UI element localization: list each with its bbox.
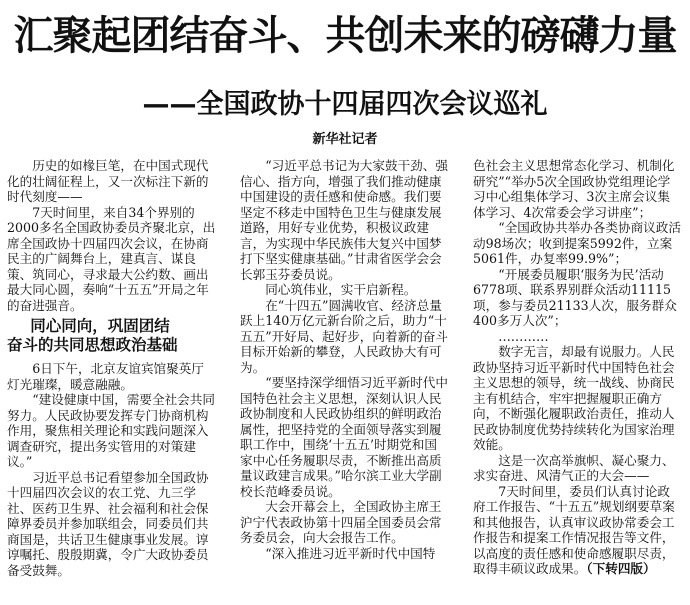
continued-notice: （下转四版） <box>586 561 656 576</box>
paragraph: 数字无言，却最有说服力。人民政协坚持习近平新时代中国特色社会主义思想的领导，统一战线、协商民主有机结合，牢牢把握履职正确方向，不断强化履职政治责任，推动人民政协制度优势持续转化为国家治理效能。 <box>473 344 675 452</box>
article-column-2 <box>240 158 449 561</box>
paragraph: “建设健康中国，需要全社会共同努力。人民政协要发挥专门协商机构作用，聚焦相关理论和实践问题深入调查研究，提出务实管用的对策建议。” <box>7 392 215 469</box>
paragraph: 历史的如椽巨笔，在中国式现代化的壮阔征程上，又一次标注下新的时代刻度—— <box>7 158 209 204</box>
paragraph: 同心筑伟业，实干启新程。 <box>265 282 417 297</box>
article-column-1 <box>7 158 216 578</box>
paragraph: “全国政协共举办各类协商议政活动98场次；收到提案5992件，立案5061件，办复率99.9%”； <box>473 220 681 266</box>
paragraph <box>473 484 682 577</box>
crosshead-line: 同心同向，巩固团结 <box>30 317 170 335</box>
paragraph: 习近平总书记看望参加全国政协十四届四次会议的农工党、九三学社、医药卫生界、社会福利和社会保障界委员并参加联组会，同委员们共商国是，共话卫生健康事业发展。谆谆嘱托、殷殷期冀，令广大政协委员备受鼓舞。 <box>7 469 209 578</box>
article-column-3 <box>473 158 682 577</box>
subheadline: ——全国政协十四届四次会议巡礼 <box>142 89 548 120</box>
paragraph: “深入推进习近平新时代中国特 <box>265 545 436 561</box>
headline: 汇聚起团结奋斗、共创未来的磅礴力量 <box>13 13 677 59</box>
paragraph: “开展委员履职‘服务为民’活动6778项、联系界别群众活动11115项，参与委员21133人次，服务群众400多万人次”； <box>473 266 677 328</box>
paragraph: 这是一次高举旗帜、凝心聚力、求实奋进、风清气正的大会—— <box>473 452 675 483</box>
paragraph: “要坚持深学细悟习近平新时代中国特色社会主义思想，深刻认识人民政协制度和人民政协组织的鲜明政治属性，把坚持党的全面领导落实到履职工作中，围绕‘十五五’时期党和国家中心任务履职尽责，不断推出高质量议政建言成果。”哈尔滨工业大学副校长范峰委员说。 <box>240 375 448 499</box>
byline: 新华社记者 <box>312 132 378 147</box>
paragraph: 6日下午，北京友谊宾馆聚英厅灯光璀璨，暖意融融。 <box>7 361 204 392</box>
paragraph: 大会开幕会上，全国政协主席王沪宁代表政协第十四届全国委员会常务委员会，向大会报告工作。 <box>240 499 442 545</box>
paragraph: 色社会主义思想常态化学习、机制化研究”“举办5次全国政协党组理论学习中心组集体学习、3次主席会议集体学习、4次常委会学习讲座”； <box>473 158 675 220</box>
paragraph: “习近平总书记为大家鼓干劲、强信心、指方向，增强了我们推动健康中国建设的责任感和使命感。我们要坚定不移走中国特色卫生与健康发展道路，用好专业优势，积极议政建言，为实现中华民族伟大复兴中国梦打下坚实健康基础。”甘肃省医学会会长郭玉芬委员说。 <box>240 158 448 282</box>
crosshead <box>7 317 216 355</box>
crosshead-line: 奋斗的共同思想政治基础 <box>7 336 178 354</box>
paragraph: 在“十四五”圆满收官、经济总量跃上140万亿元新台阶之后，助力“十五五”开好局、起好步，向着新的奋斗目标开始新的攀登，人民政协大有可为。 <box>240 297 448 375</box>
paragraph: 7天时间里，来自34个界别的2000多名全国政协委员齐聚北京，出席全国政协十四届四次会议，在协商民主的广阔舞台上，建真言、谋良策、筑同心，寻求最大公约数、画出最大同心圆，奏响“十五五”开局之年的奋进强音。 <box>7 204 216 313</box>
paragraph-text: 7天时间里，委员们认真讨论政府工作报告、“十五五”规划纲要草案和其他报告，认真审议政协常委会工作报告和提案工作情况报告等文件，以高度的责任感和使命感履职尽责，取得丰硕议政成果。 <box>473 483 675 576</box>
paragraph: ………… <box>498 328 549 344</box>
